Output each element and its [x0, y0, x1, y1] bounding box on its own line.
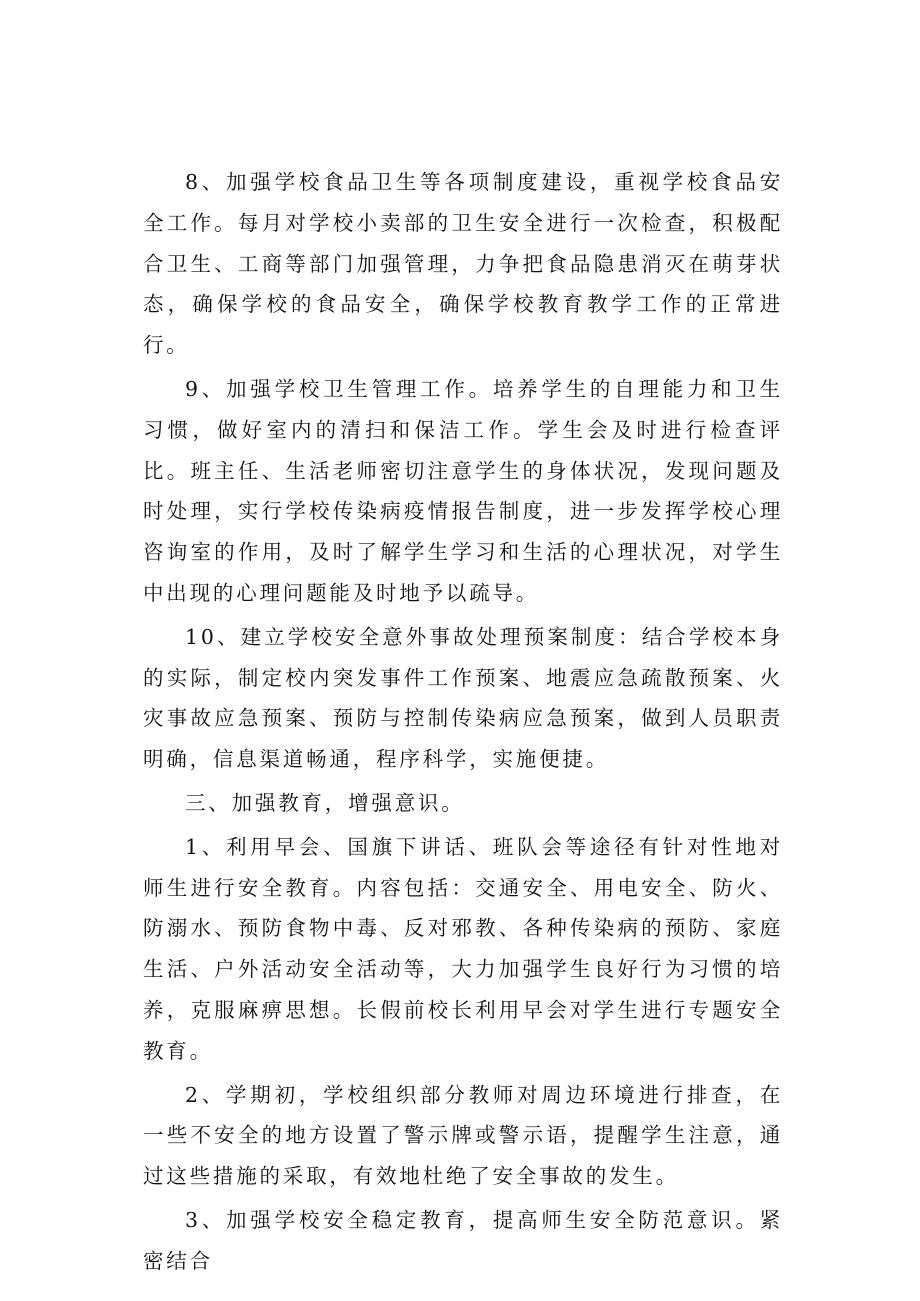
paragraph-food-hygiene: 8、加强学校食品卫生等各项制度建设，重视学校食品安全工作。每月对学校小卖部的卫生安全进行一次检查，积极配合卫生、工商等部门加强管理，力争把食品隐患消灭在萌芽状态，确保学校的食品安全，确保学校教育教学工作的正常进行。	[143, 170, 783, 358]
section-heading-education: 三、加强教育，增强意识。	[185, 790, 465, 815]
paragraph-stability-education: 3、加强学校安全稳定教育，提高师生安全防范意识。紧密结合	[143, 1207, 783, 1273]
paragraph-hygiene-management: 9、加强学校卫生管理工作。培养学生的自理能力和卫生习惯，做好室内的清扫和保洁工作。学生会及时进行检查评比。班主任、生活老师密切注意学生的身体状况，发现问题及时处理，实行学校传染病疫情报告制度，进一步发挥学校心理咨询室的作用，及时了解学生学习和生活的心理状况，对学生中出现的心理问题能及时地予以疏导。	[143, 376, 783, 605]
paragraph-environment-check: 2、学期初，学校组织部分教师对周边环境进行排查，在一些不安全的地方设置了警示牌或警示语，提醒学生注意，通过这些措施的采取，有效地杜绝了安全事故的发生。	[143, 1082, 783, 1189]
paragraph-emergency-plan: 10、建立学校安全意外事故处理预案制度：结合学校本身的实际，制定校内突发事件工作预案、地震应急疏散预案、火灾事故应急预案、预防与控制传染病应急预案，做到人员职责明确，信息渠道畅通，程序科学，实施便捷。	[143, 624, 783, 772]
paragraph-safety-education: 1、利用早会、国旗下讲话、班队会等途径有针对性地对师生进行安全教育。内容包括：交通安全、用电安全、防火、防溺水、预防食物中毒、反对邪教、各种传染病的预防、家庭生活、户外活动安全活动等，大力加强学生良好行为习惯的培养，克服麻痹思想。长假前校长利用早会对学生进行专题安全教育。	[143, 834, 783, 1063]
document-body	[143, 162, 783, 1282]
